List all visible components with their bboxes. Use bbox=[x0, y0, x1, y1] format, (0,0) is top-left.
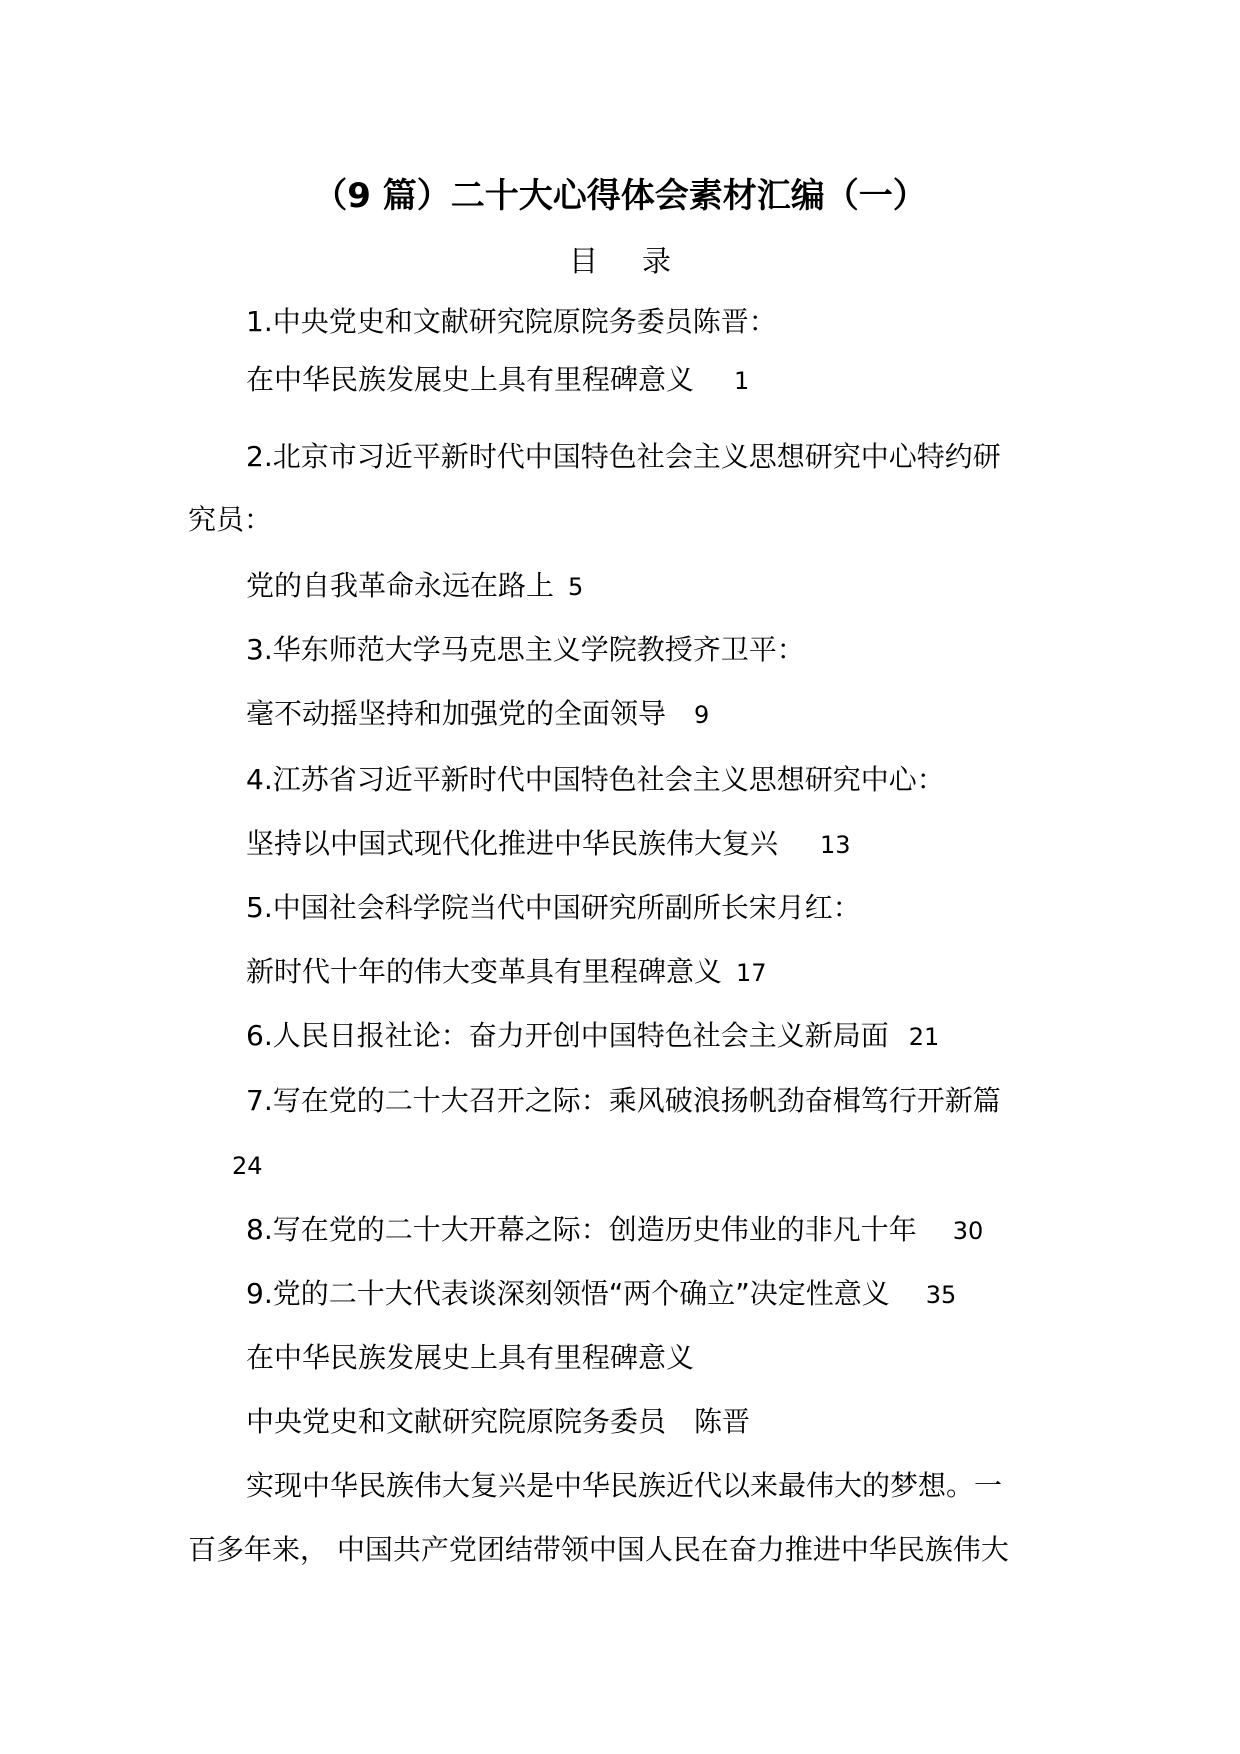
article-byline: 中央党史和文献研究院原院务委员 陈晋 bbox=[246, 1405, 751, 1438]
toc-entry-3-heading: 3.华东师范大学马克思主义学院教授齐卫平： bbox=[246, 633, 805, 666]
article-paragraph-line: 百多年来， 中国共产党团结带领中国人民在奋力推进中华民族伟大 bbox=[188, 1533, 1009, 1566]
toc-entry-8-page: 30 bbox=[952, 1217, 984, 1245]
toc-entry-1-title-text: 在中华民族发展史上具有里程碑意义 bbox=[246, 363, 695, 396]
toc-entry-4-title[interactable] bbox=[246, 824, 851, 865]
toc-entry-4-title-text: 坚持以中国式现代化推进中华民族伟大复兴 bbox=[246, 827, 779, 860]
toc-entry-4-page: 13 bbox=[820, 831, 851, 859]
toc-entry-6-page: 21 bbox=[908, 1023, 940, 1051]
toc-entry-1-heading: 1.中央党史和文献研究院原院务委员陈晋： bbox=[246, 305, 777, 338]
toc-entry-3-page: 9 bbox=[694, 701, 710, 729]
toc-entry-9[interactable] bbox=[246, 1274, 956, 1315]
toc-entry-2-title[interactable] bbox=[246, 566, 583, 607]
toc-entry-2-heading: 2.北京市习近平新时代中国特色社会主义思想研究中心特约研 bbox=[246, 440, 1001, 473]
toc-entry-9-text: 9.党的二十大代表谈深刻领悟“两个确立”决定性意义 bbox=[246, 1277, 890, 1310]
toc-entry-5-title[interactable] bbox=[246, 952, 767, 993]
toc-entry-6[interactable] bbox=[246, 1016, 939, 1057]
toc-entry-5-heading: 5.中国社会科学院当代中国研究所副所长宋月红： bbox=[246, 891, 861, 924]
toc-entry-3-title-text: 毫不动摇坚持和加强党的全面领导 bbox=[246, 697, 667, 730]
toc-entry-5-page: 17 bbox=[736, 959, 767, 987]
document-title: （9 篇）二十大心得体会素材汇编（一） bbox=[313, 176, 927, 216]
toc-entry-1-title[interactable] bbox=[246, 360, 749, 401]
article-paragraph-line: 实现中华民族伟大复兴是中华民族近代以来最伟大的梦想。一 bbox=[246, 1469, 1003, 1502]
toc-entry-9-page: 35 bbox=[925, 1281, 957, 1309]
toc-heading: 目录 bbox=[568, 244, 715, 278]
toc-entry-7-page: 24 bbox=[232, 1152, 263, 1180]
toc-entry-6-text: 6.人民日报社论：奋力开创中国特色社会主义新局面 bbox=[246, 1019, 889, 1052]
article-title: 在中华民族发展史上具有里程碑意义 bbox=[246, 1341, 695, 1374]
toc-entry-8[interactable] bbox=[246, 1210, 983, 1251]
toc-entry-4-heading: 4.江苏省习近平新时代中国特色社会主义思想研究中心： bbox=[246, 763, 945, 796]
toc-entry-7[interactable]: 7.写在党的二十大召开之际：乘风破浪扬帆劲奋楫笃行开新篇 bbox=[246, 1084, 1001, 1117]
toc-entry-2-page: 5 bbox=[568, 573, 584, 601]
toc-entry-3-title[interactable] bbox=[246, 694, 709, 735]
toc-entry-1-page: 1 bbox=[734, 367, 750, 395]
toc-entry-8-text: 8.写在党的二十大开幕之际：创造历史伟业的非凡十年 bbox=[246, 1213, 917, 1246]
toc-entry-2-heading-cont: 究员： bbox=[188, 503, 273, 536]
toc-entry-2-title-text: 党的自我革命永远在路上 bbox=[246, 569, 555, 602]
toc-entry-5-title-text: 新时代十年的伟大变革具有里程碑意义 bbox=[246, 955, 723, 988]
